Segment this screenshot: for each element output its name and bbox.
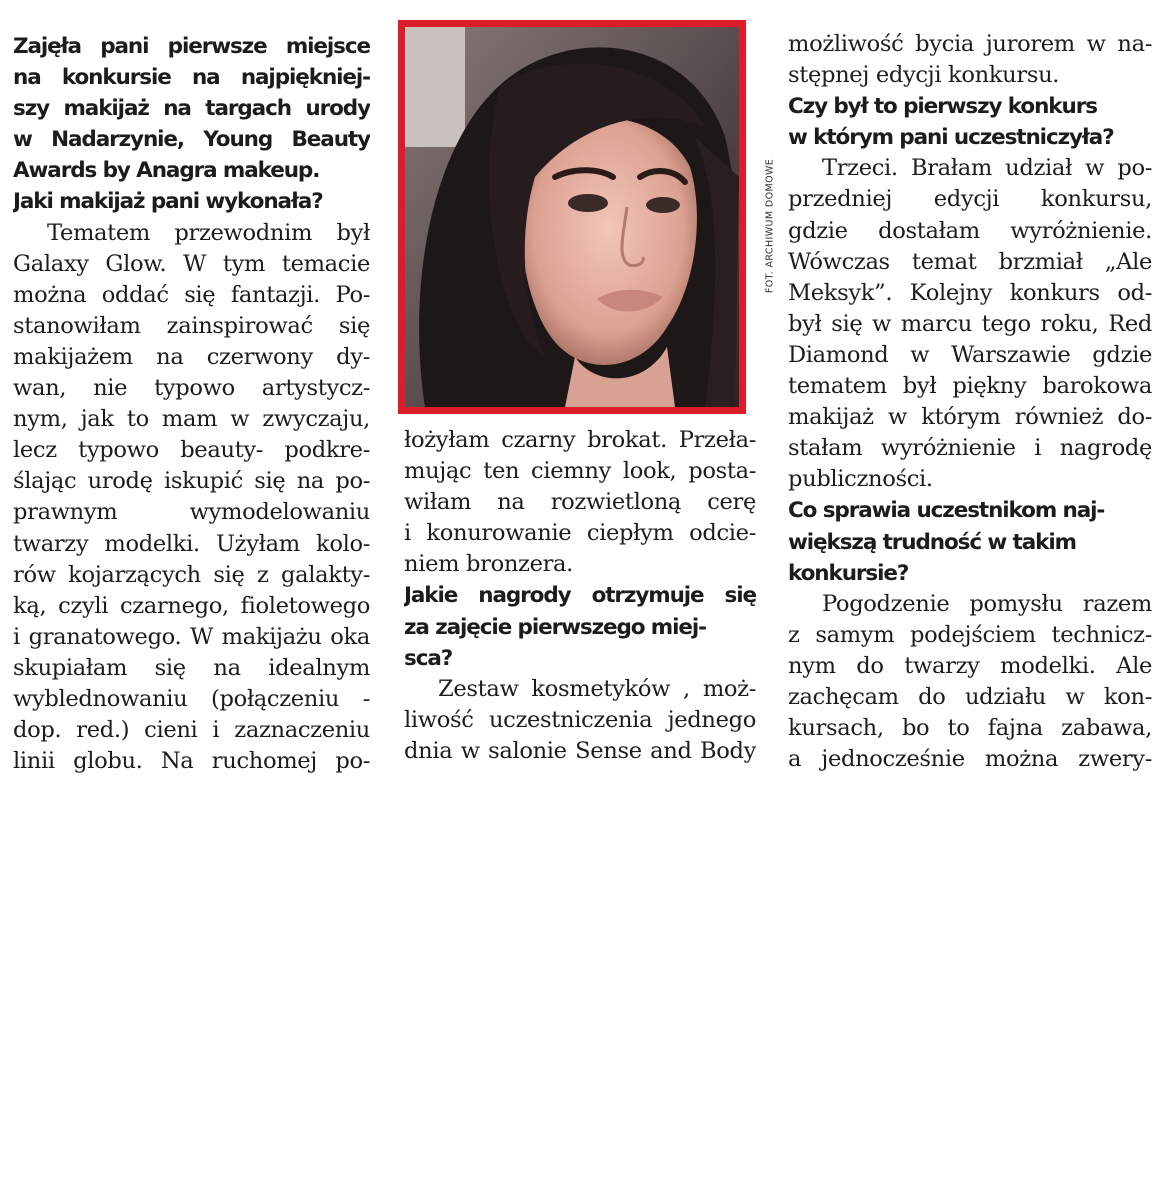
- article-column-1: [13, 0, 370, 801]
- text-line: na konkursie na najpiękniej-: [13, 65, 370, 91]
- text-line: niem bronzera.: [404, 551, 573, 578]
- text-line: Pogodzenie pomysłu razem: [822, 590, 1152, 617]
- text-line: Diamond w Warszawie gdzie: [788, 341, 1152, 368]
- text-line: stępnej edycji konkursu.: [788, 62, 1060, 89]
- text-line: skupiałam się na idealnym: [13, 654, 370, 681]
- text-line: z samym podejściem technicz-: [788, 621, 1152, 648]
- text-line: lecz typowo beauty- podkre-: [13, 437, 370, 464]
- article-column-2: [404, 0, 756, 1195]
- text-line: można oddać się fantazji. Po-: [13, 281, 370, 308]
- interview-answer: [788, 29, 1152, 91]
- text-line: i granatowego. W makijażu oka: [13, 623, 370, 650]
- text-line: gdzie dostałam wyróżnienie.: [788, 217, 1152, 244]
- text-line: tematem był piękny barokowa: [788, 373, 1152, 400]
- interview-question: [788, 91, 1152, 153]
- text-line: i konurowanie ciepłym odcie-: [404, 520, 756, 547]
- text-line: Czy był to pierwszy konkurs: [788, 94, 1097, 120]
- text-line: Tematem przewodnim był: [47, 219, 370, 246]
- interview-question: [404, 580, 756, 673]
- interview-question: [788, 495, 1152, 588]
- text-line: ślając urodę iskupić się na po-: [13, 468, 370, 495]
- text-line: Galaxy Glow. W tym temacie: [13, 250, 370, 277]
- text-line: nym do twarzy modelki. Ale: [788, 652, 1152, 679]
- text-line: wyblednowaniu (połączeniu -: [13, 685, 370, 712]
- text-line: konkursie?: [788, 560, 909, 586]
- text-line: rów kojarzących się z galakty-: [13, 561, 370, 588]
- text-line: makijażem na czerwony dy-: [13, 343, 370, 370]
- text-line: Co sprawia uczestnikom naj-: [788, 498, 1105, 524]
- interview-answer: [404, 674, 756, 767]
- text-line: Jakie nagrody otrzymuje się: [404, 583, 756, 609]
- text-line: Zestaw kosmetyków , moż-: [438, 675, 756, 702]
- text-line: publiczności.: [788, 466, 933, 493]
- text-line: wan, nie typowo artystycz-: [13, 375, 370, 402]
- text-line: ką, czyli czarnego, fioletowego: [13, 592, 370, 619]
- text-line: nym, jak to mam w zwyczaju,: [13, 406, 370, 433]
- text-line: Meksyk”. Kolejny konkurs od-: [788, 279, 1152, 306]
- text-line: Awards by Anagra makeup.: [13, 158, 320, 184]
- text-line: liwość uczestniczenia jednego: [404, 706, 756, 733]
- text-line: a jednocześnie można zwery-: [788, 746, 1152, 773]
- text-line: większą trudność w takim: [788, 529, 1076, 555]
- text-line: Jaki makijaż pani wykonała?: [13, 189, 323, 215]
- interview-answer: [13, 218, 370, 778]
- text-line: był się w marcu tego roku, Red: [788, 310, 1152, 337]
- text-line: w Nadarzynie, Young Beauty: [13, 127, 370, 153]
- text-line: mując ten ciemny look, posta-: [404, 458, 756, 485]
- text-line: dnia w salonie Sense and Body: [404, 737, 756, 764]
- text-line: linii globu. Na ruchomej po-: [13, 748, 370, 775]
- text-line: Wówczas temat brzmiał „Ale: [788, 248, 1152, 275]
- text-line: Zajęła pani pierwsze miejsce: [13, 34, 370, 59]
- text-line: stałam wyróżnienie i nagrodę: [788, 435, 1152, 462]
- text-line: stanowiłam zainspirować się: [13, 312, 370, 339]
- text-line: wiłam na rozwietloną cerę: [404, 489, 756, 516]
- text-line: dop. red.) cieni i zaznaczeniu: [13, 717, 370, 744]
- text-line: twarzy modelki. Użyłam kolo-: [13, 530, 370, 557]
- text-line: kursach, bo to fajna zabawa,: [788, 715, 1152, 742]
- text-line: łożyłam czarny brokat. Przeła-: [404, 427, 756, 453]
- text-line: w którym pani uczestniczyła?: [788, 125, 1114, 151]
- text-line: szy makijaż na targach urody: [13, 96, 370, 122]
- text-line: zachęcam do udziału w kon-: [788, 683, 1152, 710]
- text-line: za zajęcie pierwszego miej-: [404, 614, 706, 640]
- text-line: przedniej edycji konkursu,: [788, 186, 1152, 213]
- text-line: prawnym wymodelowaniu: [13, 499, 370, 526]
- text-line: możliwość bycia jurorem w na-: [788, 31, 1152, 57]
- text-line: Trzeci. Brałam udział w po-: [822, 155, 1152, 182]
- interview-answer: [404, 425, 756, 580]
- text-line: sca?: [404, 645, 453, 671]
- article-column-3: [788, 0, 1152, 799]
- interview-question: [13, 31, 370, 218]
- interview-answer: [788, 153, 1152, 495]
- interview-answer: [788, 589, 1152, 776]
- photo-credit: FOT. ARCHIWUM DOMOWE: [764, 158, 776, 294]
- text-line: makijaż w którym również do-: [788, 404, 1152, 431]
